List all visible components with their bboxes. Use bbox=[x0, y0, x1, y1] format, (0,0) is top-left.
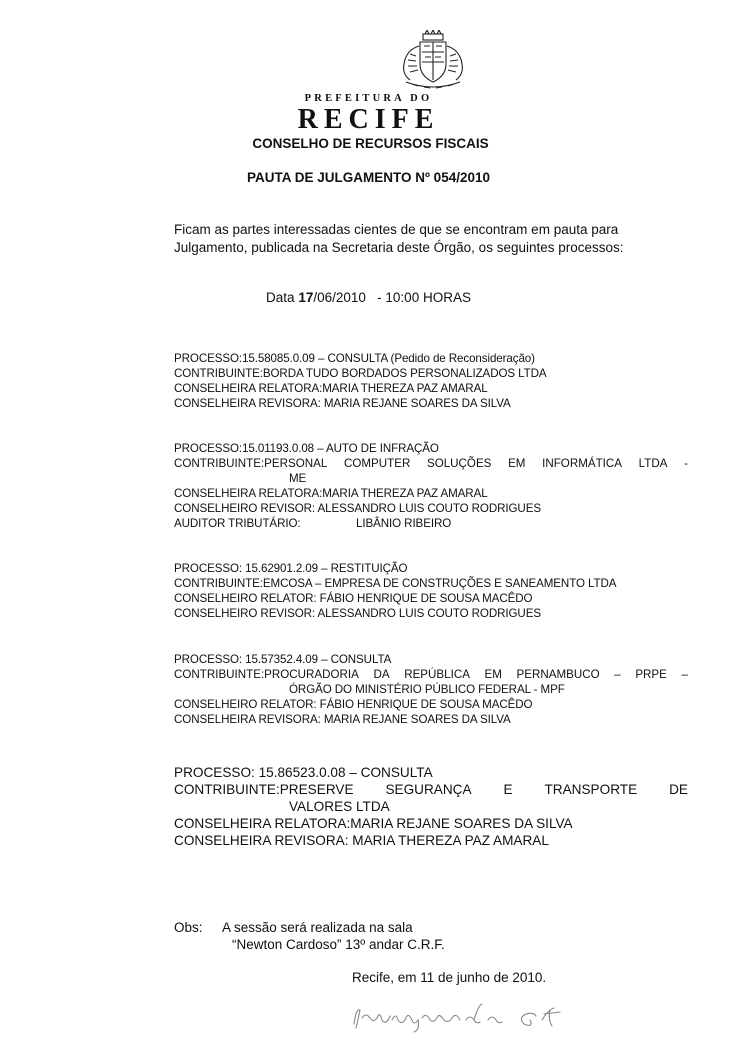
signature-icon bbox=[348, 1000, 578, 1034]
process-1-number: PROCESSO:15.58085.0.09 – CONSULTA (Pedido de Reconsideração) bbox=[174, 352, 535, 365]
word: E bbox=[503, 782, 513, 797]
word: INFORMÁTICA bbox=[542, 457, 622, 470]
word: SOLUÇÕES bbox=[426, 457, 492, 470]
word: – bbox=[681, 668, 688, 681]
word: DA bbox=[373, 668, 390, 681]
process-5-revisor: CONSELHEIRA REVISORA: MARIA THEREZA PAZ AMARAL bbox=[174, 833, 549, 848]
word: REPÚBLICA bbox=[404, 668, 470, 681]
intro-line-1: Ficam as partes interessadas cientes de que se encontram em pauta para bbox=[174, 222, 619, 237]
obs-line-2: “Newton Cardoso” 13º andar C.R.F. bbox=[232, 937, 445, 952]
word: EM bbox=[484, 668, 502, 681]
process-2-revisor: CONSELHEIRO REVISOR: ALESSANDRO LUIS COUTO RODRIGUES bbox=[174, 502, 541, 515]
process-1-relator: CONSELHEIRA RELATORA:MARIA THEREZA PAZ AMARAL bbox=[174, 382, 488, 395]
process-5-number: PROCESSO: 15.86523.0.08 – CONSULTA bbox=[174, 765, 433, 780]
process-2-auditor-label: AUDITOR TRIBUTÁRIO: bbox=[174, 517, 301, 530]
prefeitura-label: PREFEITURA DO bbox=[304, 93, 433, 104]
word: PERNAMBUCO bbox=[516, 668, 600, 681]
process-3-number: PROCESSO: 15.62901.2.09 – RESTITUIÇÃO bbox=[174, 562, 408, 575]
word: DE bbox=[669, 782, 688, 797]
word: TRANSPORTE bbox=[544, 782, 638, 797]
date-prefix: Data bbox=[266, 290, 299, 305]
process-3-revisor: CONSELHEIRO REVISOR: ALESSANDRO LUIS COUTO RODRIGUES bbox=[174, 607, 541, 620]
word: SEGURANÇA bbox=[385, 782, 472, 797]
process-4-contribuinte-cont: ÓRGÃO DO MINISTÉRIO PÚBLICO FEDERAL - MPF bbox=[289, 683, 565, 696]
session-date bbox=[0, 290, 737, 305]
date-day: 17 bbox=[298, 290, 314, 305]
word: EM bbox=[508, 457, 526, 470]
word: LTDA bbox=[638, 457, 668, 470]
word: - bbox=[684, 457, 688, 470]
obs-label: Obs: bbox=[174, 920, 203, 935]
process-5-contribuinte-cont: VALORES LTDA bbox=[289, 799, 390, 814]
process-3-contribuinte: CONTRIBUINTE:EMCOSA – EMPRESA DE CONSTRUÇÕES E SANEAMENTO LTDA bbox=[174, 577, 617, 590]
process-5-relator: CONSELHEIRA RELATORA:MARIA REJANE SOARES DA SILVA bbox=[174, 816, 573, 831]
coat-of-arms-icon bbox=[396, 30, 470, 92]
word: CONTRIBUINTE:PRESERVE bbox=[174, 782, 354, 797]
word: CONTRIBUINTE:PROCURADORIA bbox=[174, 668, 359, 681]
process-2-contribuinte-cont: ME bbox=[289, 472, 307, 485]
process-4-number: PROCESSO: 15.57352.4.09 – CONSULTA bbox=[174, 653, 392, 666]
pauta-title: PAUTA DE JULGAMENTO Nº 054/2010 bbox=[247, 170, 490, 185]
process-3-relator: CONSELHEIRO RELATOR: FÁBIO HENRIQUE DE SOUSA MACÊDO bbox=[174, 592, 533, 605]
word: – bbox=[614, 668, 621, 681]
process-1-revisor: CONSELHEIRA REVISORA: MARIA REJANE SOARES DA SILVA bbox=[174, 397, 511, 410]
date-rest: /06/2010 bbox=[313, 290, 366, 305]
city-title: RECIFE bbox=[297, 104, 440, 135]
intro-line-2: Julgamento, publicada na Secretaria deste Órgão, os seguintes processos: bbox=[174, 240, 624, 255]
word: PRPE bbox=[635, 668, 667, 681]
process-1-contribuinte: CONTRIBUINTE:BORDA TUDO BORDADOS PERSONALIZADOS LTDA bbox=[174, 367, 547, 380]
place-date: Recife, em 11 de junho de 2010. bbox=[352, 970, 547, 985]
process-2-relator: CONSELHEIRA RELATORA:MARIA THEREZA PAZ AMARAL bbox=[174, 487, 488, 500]
process-2-auditor-name: LIBÂNIO RIBEIRO bbox=[356, 517, 452, 530]
session-time: - 10:00 HORAS bbox=[377, 290, 471, 305]
process-4-contribuinte bbox=[174, 668, 688, 681]
word: COMPUTER bbox=[343, 457, 411, 470]
obs-line-1: A sessão será realizada na sala bbox=[222, 920, 413, 935]
process-2-number: PROCESSO:15.01193.0.08 – AUTO DE INFRAÇÃO bbox=[174, 442, 439, 455]
process-5-contribuinte bbox=[174, 782, 688, 797]
process-2-contribuinte bbox=[174, 457, 688, 470]
process-4-revisor: CONSELHEIRA REVISORA: MARIA REJANE SOARES DA SILVA bbox=[174, 713, 511, 726]
word: CONTRIBUINTE:PERSONAL bbox=[174, 457, 328, 470]
council-title: CONSELHO DE RECURSOS FISCAIS bbox=[252, 136, 489, 151]
process-4-relator: CONSELHEIRO RELATOR: FÁBIO HENRIQUE DE SOUSA MACÊDO bbox=[174, 698, 533, 711]
